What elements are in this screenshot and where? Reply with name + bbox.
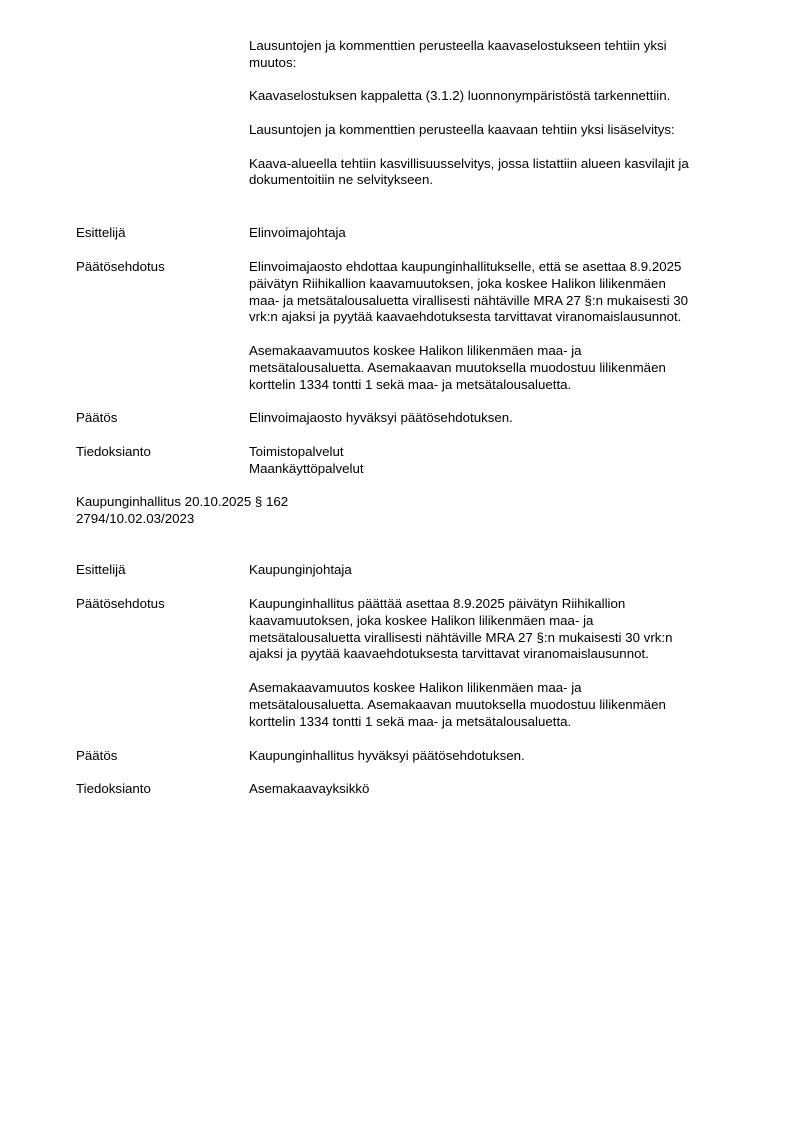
- paatosehdotus-paragraph-2: [249, 343, 736, 393]
- tiedoksianto-item: Toimistopalvelut: [249, 444, 344, 459]
- text-line: metsätalousaluetta virallisesti nähtäville MRA 27 §:n mukaisesti 30 vrk:n: [249, 629, 673, 645]
- paatos-label: Päätös: [76, 410, 118, 425]
- text-line: päivätyn Riihikallion kaavamuutoksen, joka koskee Halikon lilikenmäen: [249, 275, 666, 291]
- text-line: Elinvoimajaosto ehdottaa kaupunginhallitukselle, että se asettaa 8.9.2025: [249, 259, 682, 274]
- paatosehdotus-text: [249, 259, 736, 393]
- paatosehdotus-paragraph-1: [249, 259, 736, 326]
- meeting-heading: [76, 494, 476, 528]
- meeting-title: Kaupunginhallitus 20.10.2025 § 162: [76, 494, 289, 509]
- paatosehdotus-text: [249, 596, 736, 730]
- intro-line: Lausuntojen ja kommenttien perusteella kaavaselostukseen tehtiin yksi: [249, 38, 667, 53]
- intro-line: dokumentoitiin ne selvitykseen.: [249, 172, 434, 188]
- intro-paragraph-2: [249, 88, 736, 105]
- paatos-value: Kaupunginhallitus hyväksyi päätösehdotuksen.: [249, 748, 525, 763]
- tiedoksianto-item: Maankäyttöpalvelut: [249, 460, 364, 476]
- intro-line: Kaavaselostuksen kappaletta (3.1.2) luonnonympäristöstä tarkennettiin.: [249, 88, 671, 104]
- text-line: maa- ja metsätalousaluetta virallisesti nähtäville MRA 27 §:n mukaisesti 30: [249, 292, 689, 308]
- paatosehdotus-label: Päätösehdotus: [76, 596, 165, 611]
- esittelija-label: Esittelijä: [76, 225, 126, 240]
- esittelija-value: Kaupunginjohtaja: [249, 562, 352, 577]
- intro-paragraph-4: [249, 156, 736, 190]
- paatosehdotus-paragraph-1: [249, 596, 736, 663]
- paatos-label: Päätös: [76, 748, 118, 763]
- text-line: metsätalousaluetta. Asemakaavan muutoksella muodostuu lilikenmäen: [249, 696, 666, 712]
- intro-block: [249, 38, 736, 206]
- tiedoksianto-value: Asemakaavayksikkö: [249, 781, 370, 796]
- tiedoksianto-label: Tiedoksianto: [76, 781, 151, 796]
- text-line: vrk:n ajaksi ja pyytää kaavaehdotuksesta tarvittavat viranomaislausunnot.: [249, 309, 682, 325]
- esittelija-label: Esittelijä: [76, 562, 126, 577]
- text-line: korttelin 1334 tontti 1 sekä maa- ja metsätalousaluetta.: [249, 376, 572, 392]
- text-line: Kaupunginhallitus päättää asettaa 8.9.2025 päivätyn Riihikallion: [249, 596, 626, 611]
- text-line: kaavamuutoksen, joka koskee Halikon lilikenmäen maa- ja: [249, 612, 594, 628]
- esittelija-value: Elinvoimajohtaja: [249, 225, 346, 240]
- paatosehdotus-paragraph-2: [249, 680, 736, 730]
- paatosehdotus-label: Päätösehdotus: [76, 259, 165, 274]
- text-line: Asemakaavamuutos koskee Halikon lilikenmäen maa- ja: [249, 342, 582, 358]
- intro-line: muutos:: [249, 54, 297, 70]
- intro-paragraph-1: [249, 38, 736, 72]
- text-line: metsätalousaluetta. Asemakaavan muutoksella muodostuu lilikenmäen: [249, 359, 666, 375]
- intro-paragraph-3: [249, 122, 736, 139]
- diary-number: 2794/10.02.03/2023: [76, 510, 195, 526]
- paatos-value: Elinvoimajaosto hyväksyi päätösehdotuksen.: [249, 410, 513, 425]
- intro-line: Kaava-alueella tehtiin kasvillisuusselvitys, jossa listattiin alueen kasvilajit ja: [249, 155, 689, 171]
- text-line: ajaksi ja pyytää kaavaehdotuksesta tarvittavat viranomaislausunnot.: [249, 646, 649, 662]
- tiedoksianto-values: [249, 444, 736, 478]
- intro-line: Lausuntojen ja kommenttien perusteella kaavaan tehtiin yksi lisäselvitys:: [249, 121, 675, 137]
- text-line: Asemakaavamuutos koskee Halikon lilikenmäen maa- ja: [249, 679, 582, 695]
- tiedoksianto-label: Tiedoksianto: [76, 444, 151, 459]
- text-line: korttelin 1334 tontti 1 sekä maa- ja metsätalousaluetta.: [249, 713, 572, 729]
